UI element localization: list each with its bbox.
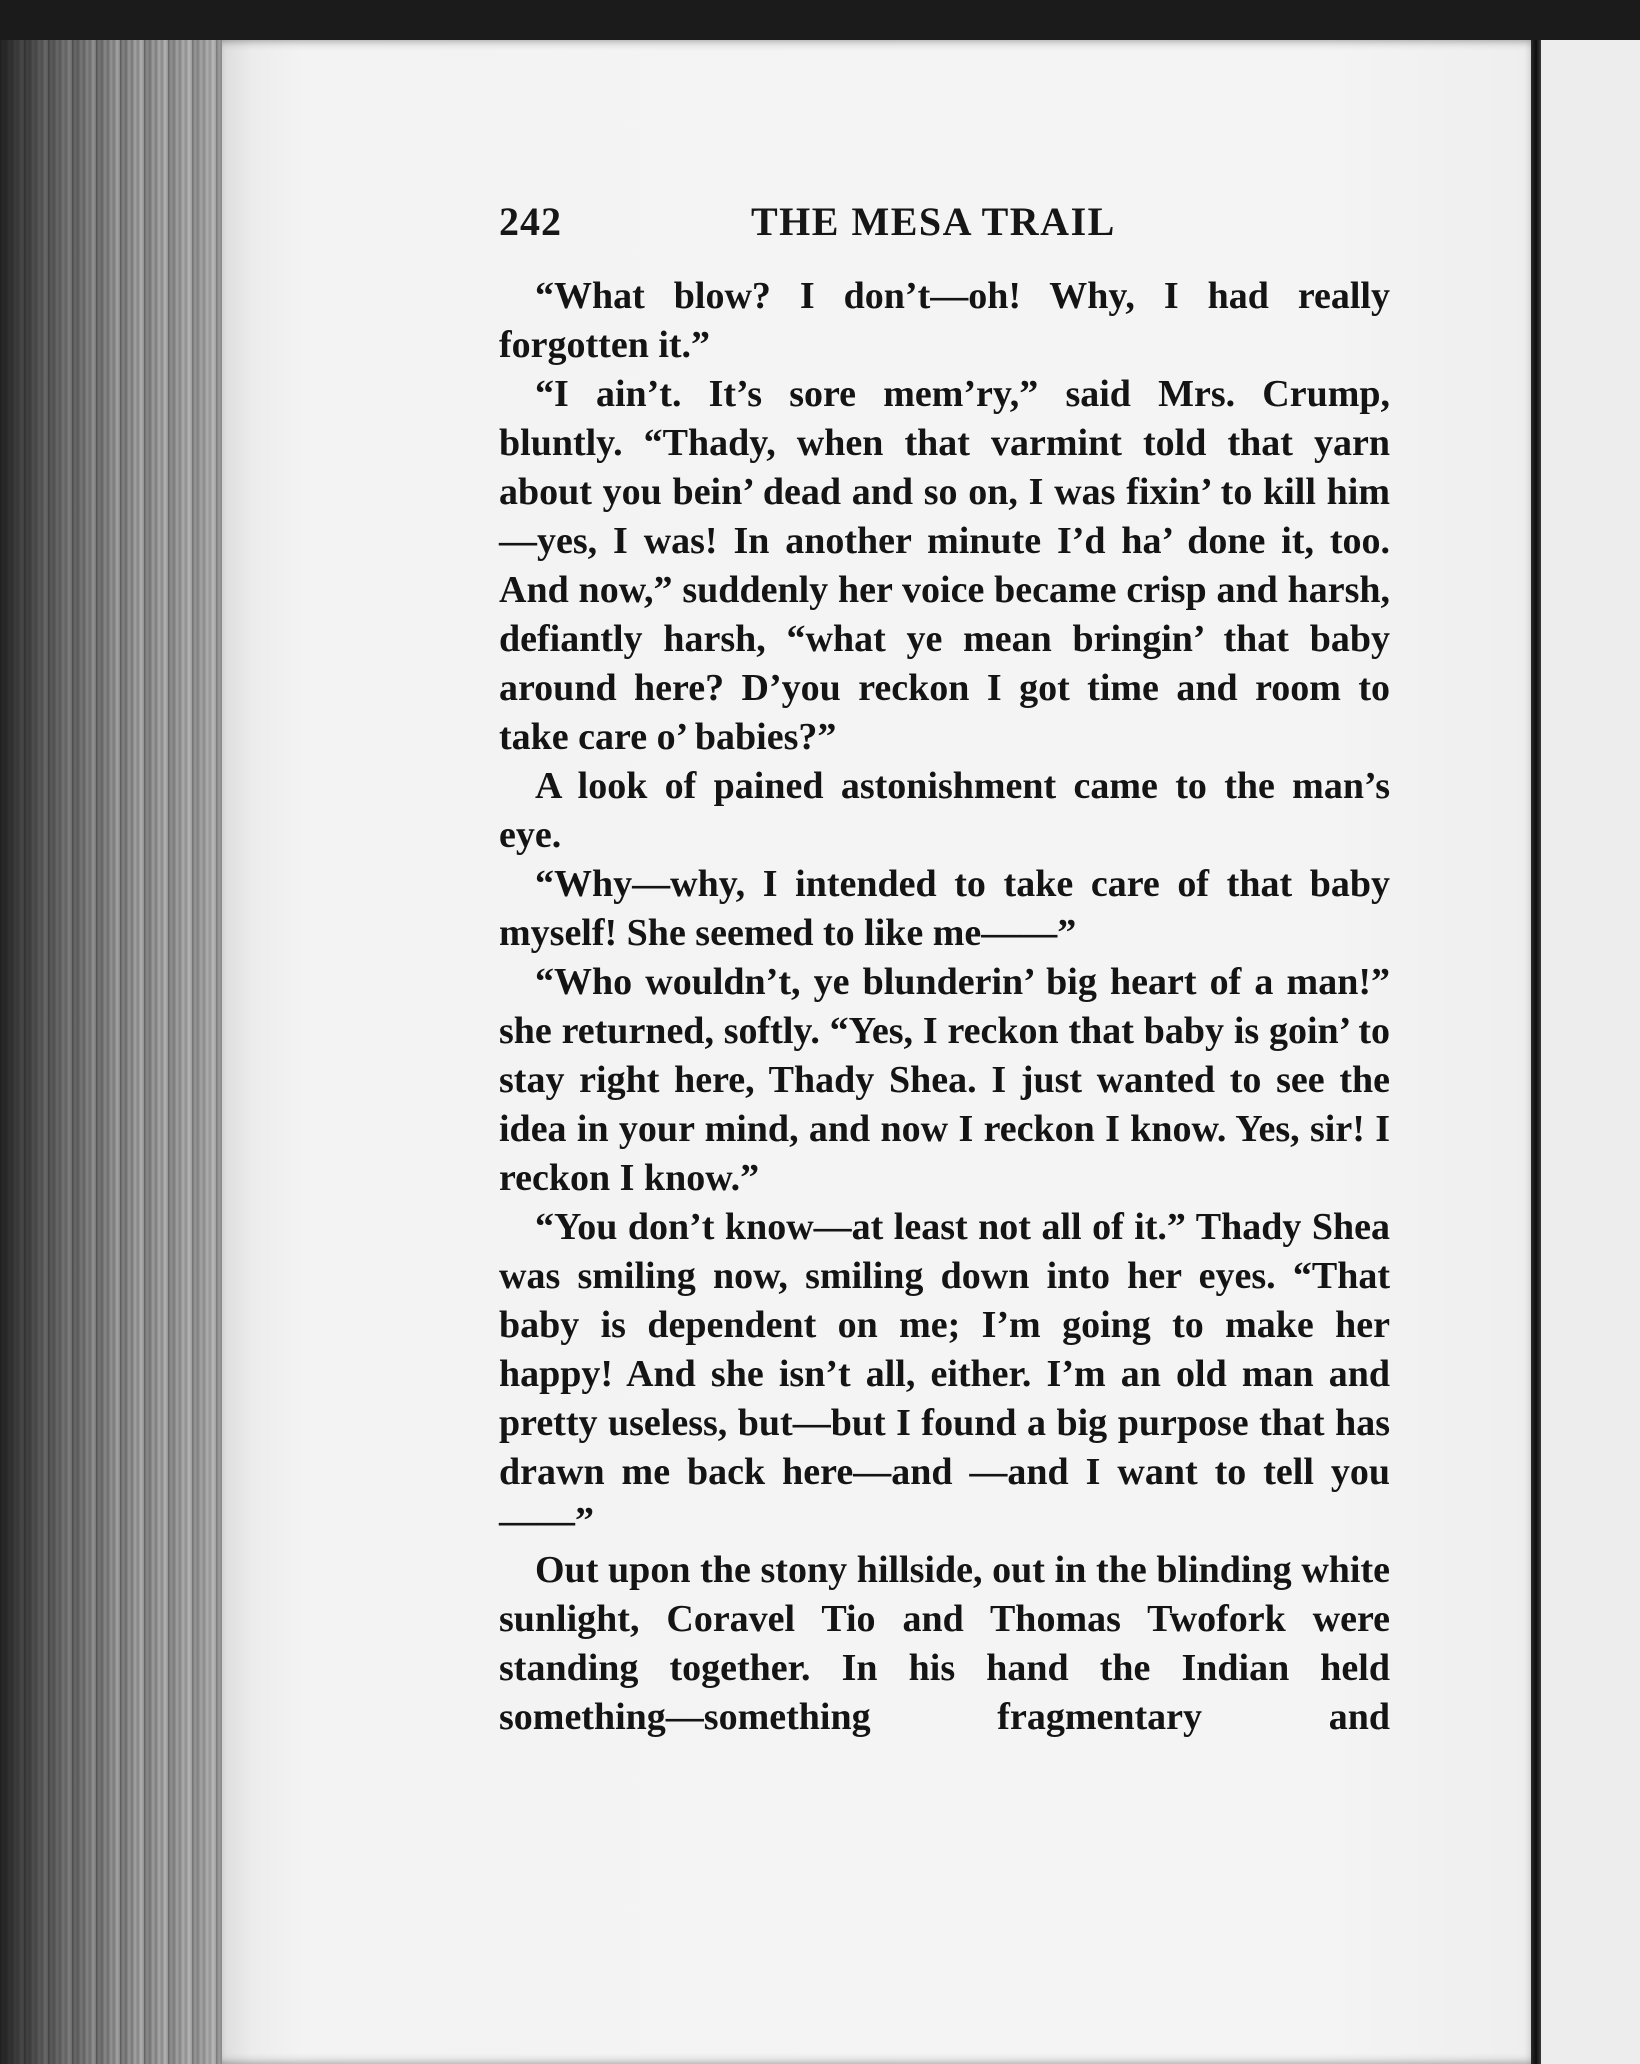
running-head: THE MESA TRAIL [751, 199, 1116, 244]
paragraph: “Who wouldn’t, ye blunderin’ big heart of a man!” she returned, softly. “Yes, I reckon that baby is goin’ to stay right here, Thady Shea. I just wanted to see the idea in your mind, and now I reckon I know. Yes, sir! I reckon I know.” [499, 961, 1390, 1199]
scanner-top-band [0, 0, 1640, 44]
page-header [499, 198, 1390, 258]
paragraph: “I ain’t. It’s sore mem’ry,” said Mrs. Crump, bluntly. “Thady, when that varmint told that yarn about you bein’ dead and so on, I was fixin’ to kill him—yes, I was! In another minute I’d ha’ done it, too. And now,” suddenly her voice became crisp and harsh, defiantly harsh, “what ye mean bringin’ that baby around here? D’you reckon I got time and room to take care o’ babies?” [499, 373, 1390, 758]
paragraph: A look of pained astonishment came to the man’s eye. [499, 765, 1390, 856]
paragraph: “Why—why, I intended to take care of that baby myself! She seemed to like me——” [499, 863, 1390, 954]
facing-page-edge [1541, 40, 1640, 2064]
paragraph: “What blow? I don’t—oh! Why, I had really forgotten it.” [499, 275, 1390, 366]
book-gutter [1531, 40, 1541, 2064]
page-number: 242 [499, 199, 562, 244]
body-text [499, 272, 1390, 1742]
paragraph: Out upon the stony hillside, out in the blinding white sunlight, Coravel Tio and Thomas Twofork were standing together. In his hand the Indian held something—something fragmentary and [499, 1549, 1390, 1738]
paragraph: “You don’t know—at least not all of it.” Thady Shea was smiling now, smiling down into her eyes. “That baby is dependent on me; I’m going to make her happy! And she isn’t all, either. I’m an old man and pretty useless, but—but I found a big purpose that has drawn me back here—and —and I want to tell you——” [499, 1206, 1390, 1542]
page-edges [0, 40, 240, 2064]
